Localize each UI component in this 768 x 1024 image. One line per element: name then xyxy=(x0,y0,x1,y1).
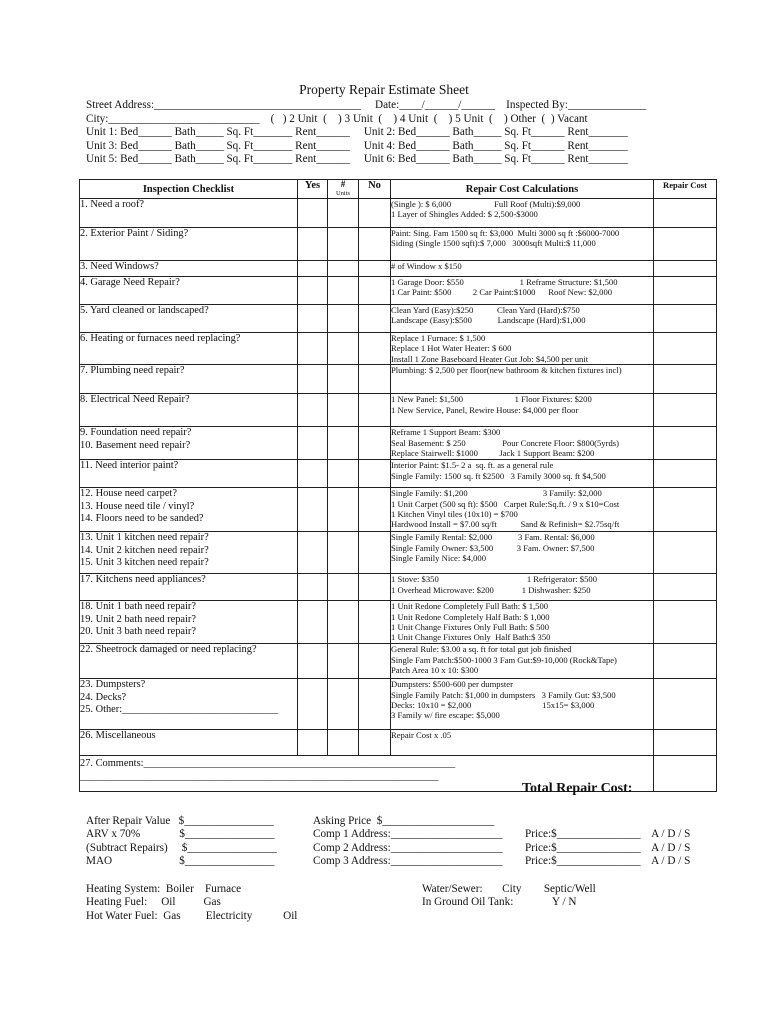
header-units-hash: # xyxy=(340,179,346,189)
units-box[interactable] xyxy=(328,488,359,532)
table-row xyxy=(80,228,717,261)
units-box[interactable] xyxy=(328,228,359,261)
repair-cost-box[interactable] xyxy=(654,532,717,574)
checklist-cell xyxy=(80,644,298,679)
calc-line: 1 Unit Redone Completely Half Bath: $ 1,000 xyxy=(391,611,550,622)
footer-right-line[interactable]: Price:$_______________ A / D / S xyxy=(525,828,691,841)
calc-line: Interior Paint: $1.5- 2 a sq. ft. as a general rule xyxy=(391,460,554,471)
checklist-item: 23. Dumpsters? xyxy=(80,679,146,691)
repair-cost-box[interactable] xyxy=(654,261,717,277)
calc-line: # of Window x $150 xyxy=(391,261,462,271)
no-box[interactable] xyxy=(359,365,391,394)
sys-right-line[interactable]: In Ground Oil Tank: Y / N xyxy=(422,896,577,909)
calc-cell xyxy=(391,488,654,532)
checklist-cell xyxy=(80,427,298,460)
checklist-cell xyxy=(80,199,298,228)
table-header-row xyxy=(80,180,717,199)
footer-left-line[interactable]: After Repair Value $________________ xyxy=(86,815,274,827)
checklist-cell xyxy=(80,574,298,601)
calc-cell xyxy=(391,532,654,574)
calc-cell xyxy=(391,261,654,277)
checklist-item: 7. Plumbing need repair? xyxy=(80,365,185,377)
calc-cell xyxy=(391,427,654,460)
units-box[interactable] xyxy=(328,427,359,460)
yes-box[interactable] xyxy=(298,365,328,394)
checklist-item: 12. House need carpet? xyxy=(80,488,177,500)
footer-left-line[interactable]: MAO $________________ xyxy=(86,855,275,868)
table-row xyxy=(80,574,717,601)
table-row xyxy=(80,305,717,333)
calc-line: Repair Cost x .05 xyxy=(391,730,452,741)
header-yes: Yes xyxy=(298,180,328,199)
footer-mid-line[interactable]: Asking Price $____________________ xyxy=(313,815,495,827)
units-box[interactable] xyxy=(328,730,359,756)
footer-comps xyxy=(313,815,503,869)
checklist-cell xyxy=(80,488,298,532)
calc-line: 1 Stove: $350 1 Refrigerator: $500 xyxy=(391,574,597,585)
checklist-item: 9. Foundation need repair? xyxy=(80,427,192,439)
no-box[interactable] xyxy=(359,644,391,679)
checklist-item: 13. House need tile / vinyl? xyxy=(80,500,195,512)
calc-line: Single Family: $1,200 3 Family: $2,000 xyxy=(391,488,602,499)
calc-line: 1 Unit Redone Completely Full Bath: $ 1,500 xyxy=(391,601,549,612)
yes-box[interactable] xyxy=(298,644,328,679)
footer-financials xyxy=(86,815,277,869)
calc-line: 1 Unit Carpet (500 sq ft): $500 Carpet Rule:Sq.ft. / 9 x $10=Cost xyxy=(391,498,620,509)
yes-box[interactable] xyxy=(298,427,328,460)
checklist-cell xyxy=(80,394,298,427)
yes-box[interactable] xyxy=(298,730,328,756)
checklist-item: 5. Yard cleaned or landscaped? xyxy=(80,305,209,316)
no-box[interactable] xyxy=(359,199,391,228)
yes-box[interactable] xyxy=(298,199,328,228)
checklist-item: 18. Unit 1 bath need repair? xyxy=(80,601,196,613)
no-box[interactable] xyxy=(359,228,391,261)
checklist-item: 17. Kitchens need appliances? xyxy=(80,574,206,586)
footer-prices xyxy=(525,815,690,869)
repair-cost-box[interactable] xyxy=(654,679,717,730)
calc-line: Single Family: 1500 sq. ft $2500 3 Family 3000 sq. ft $4,500 xyxy=(391,470,606,481)
calc-line: Decks: 10x10 = $2,000 15x15= $3,000 xyxy=(391,700,595,711)
yes-box[interactable] xyxy=(298,532,328,574)
no-box[interactable] xyxy=(359,460,391,488)
systems-left xyxy=(86,883,297,923)
calc-line: Clean Yard (Easy):$250 Clean Yard (Hard):$750 xyxy=(391,305,580,315)
calc-line: Reframe 1 Support Beam: $300 xyxy=(391,427,501,438)
repair-cost-box[interactable] xyxy=(654,574,717,601)
sys-left-line[interactable]: Heating Fuel: Oil Gas xyxy=(86,896,221,909)
footer-right-line[interactable] xyxy=(525,815,690,828)
repair-cost-box[interactable] xyxy=(654,333,717,365)
checklist-cell xyxy=(80,277,298,305)
calc-line: Siding (Single 1500 sqft):$ 7,000 3000sqft Multi:$ 11,000 xyxy=(391,238,596,249)
calc-line: 1 Garage Door: $550 1 Reframe Structure: $1,500 xyxy=(391,277,618,287)
table-row xyxy=(80,277,717,305)
checklist-item: 22. Sheetrock damaged or need replacing? xyxy=(80,644,257,656)
calc-line: Seal Basement: $ 250 Pour Concrete Floor: $800(5yrds) xyxy=(391,437,619,448)
calc-line: 1 Unit Change Fixtures Only Full Bath: $ 500 xyxy=(391,622,550,633)
no-box[interactable] xyxy=(359,277,391,305)
table-row xyxy=(80,488,717,532)
yes-box[interactable] xyxy=(298,460,328,488)
units-box[interactable] xyxy=(328,601,359,644)
yes-box[interactable] xyxy=(298,228,328,261)
calc-cell xyxy=(391,365,654,394)
calc-line: Paint: Sing. Fam 1500 sq ft: $3,000 Multi 3000 sq ft :$6000-7000 xyxy=(391,228,620,238)
footer-right-line[interactable]: Price:$_______________ A / D / S xyxy=(525,841,691,854)
calc-line: General Rule: $3.00 a sq. ft for total gut job finished xyxy=(391,644,572,655)
calc-line: Single Family Patch: $1,000 in dumpsters 3 Family Gut: $3,500 xyxy=(391,689,616,700)
total-repair-cost-label: Total Repair Cost: xyxy=(522,781,633,796)
table-row xyxy=(80,730,717,756)
calc-line: Install 1 Zone Baseboard Heater Gut Job: $4,500 per unit xyxy=(391,353,589,364)
calc-cell xyxy=(391,730,654,756)
calc-line: Single Family Nice: $4,000 xyxy=(391,553,487,564)
calc-cell xyxy=(391,644,654,679)
calc-line: Dumpsters: $500-600 per dumpster xyxy=(391,679,513,690)
calc-line: 1 Unit Change Fixtures Only Half Bath:$ 350 xyxy=(391,632,551,643)
table-row xyxy=(80,365,717,394)
repair-cost-box[interactable] xyxy=(654,365,717,394)
repair-cost-box[interactable] xyxy=(654,488,717,532)
calc-line: Single Family Rental: $2,000 3 Fam. Rental: $6,000 xyxy=(391,532,595,543)
no-box[interactable] xyxy=(359,427,391,460)
no-box[interactable] xyxy=(359,574,391,601)
yes-box[interactable] xyxy=(298,488,328,532)
checklist-item: 26. Miscellaneous xyxy=(80,730,156,742)
no-box[interactable] xyxy=(359,305,391,333)
calc-line: Landscape (Easy):$500 Landscape (Hard):$1,000 xyxy=(391,315,586,326)
no-box[interactable] xyxy=(359,679,391,730)
footer-mid-line[interactable]: Comp 2 Address:____________________ xyxy=(313,841,503,854)
units-box[interactable] xyxy=(328,460,359,488)
sys-left-line[interactable]: Heating System: Boiler Furnace xyxy=(86,883,242,895)
checklist-item: 25. Other:______________________________ xyxy=(80,704,278,716)
repair-cost-box[interactable] xyxy=(654,199,717,228)
table-row xyxy=(80,199,717,228)
checklist-item: 11. Need interior paint? xyxy=(80,460,179,472)
calc-line: 3 Family w/ fire escape: $5,000 xyxy=(391,710,500,721)
sys-left-line[interactable]: Hot Water Fuel: Gas Electricity Oil xyxy=(86,909,298,922)
header-line-5[interactable]: Unit 5: Bed______ Bath_____ Sq. Ft_______ Rent______ Unit 6: Bed______ Bath_____ Sq. Ft______ Rent_______ xyxy=(86,153,628,166)
checklist-item: 19. Unit 2 bath need repair? xyxy=(80,613,196,625)
repair-cost-box[interactable] xyxy=(654,644,717,679)
calc-line: 1 Layer of Shingles Added: $ 2,500-$3000 xyxy=(391,209,538,220)
yes-box[interactable] xyxy=(298,261,328,277)
total-cost-cell[interactable] xyxy=(654,756,717,792)
units-box[interactable] xyxy=(328,365,359,394)
units-box[interactable] xyxy=(328,679,359,730)
header-calc: Repair Cost Calculations xyxy=(391,180,654,199)
header-no: No xyxy=(359,180,391,199)
units-box[interactable] xyxy=(328,261,359,277)
repair-cost-box[interactable] xyxy=(654,228,717,261)
yes-box[interactable] xyxy=(298,601,328,644)
calc-cell xyxy=(391,277,654,305)
comments-label: 27. Comments:____________________________________________________________ xyxy=(80,758,456,770)
calc-cell xyxy=(391,305,654,333)
checklist-cell xyxy=(80,730,298,756)
checklist-item: 15. Unit 3 kitchen need repair? xyxy=(80,557,209,569)
checklist-cell xyxy=(80,679,298,730)
calc-cell xyxy=(391,199,654,228)
checklist-item: 14. Unit 2 kitchen need repair? xyxy=(80,544,209,556)
units-box[interactable] xyxy=(328,305,359,333)
header-line-1[interactable]: Street Address:_____________________________________ Date:____/______/______ Inspected By:______________ xyxy=(86,99,647,111)
header-cost: Repair Cost xyxy=(654,180,717,199)
systems-right xyxy=(422,883,596,910)
table-row xyxy=(80,601,717,644)
footer-right-line[interactable]: Price:$_______________ A / D / S xyxy=(525,855,691,868)
checklist-cell xyxy=(80,532,298,574)
inspection-table xyxy=(79,179,717,792)
checklist-item: 20. Unit 3 bath need repair? xyxy=(80,626,196,638)
calc-line: 1 New Panel: $1,500 1 Floor Fixtures: $200 xyxy=(391,394,592,405)
header-line-2[interactable]: City:___________________________ ( ) 2 Unit ( ) 3 Unit ( ) 4 Unit ( ) 5 Unit ( ) Other ( ) Vacant xyxy=(86,112,588,125)
table-row xyxy=(80,460,717,488)
calc-cell xyxy=(391,679,654,730)
calc-cell xyxy=(391,333,654,365)
checklist-item: 8. Electrical Need Repair? xyxy=(80,394,190,406)
table-row xyxy=(80,261,717,277)
repair-cost-box[interactable] xyxy=(654,601,717,644)
header-line-3[interactable]: Unit 1: Bed______ Bath_____ Sq. Ft_______ Rent______ Unit 2: Bed______ Bath_____ Sq. Ft______ Rent_______ xyxy=(86,126,628,139)
yes-box[interactable] xyxy=(298,305,328,333)
repair-cost-box[interactable] xyxy=(654,427,717,460)
footer-mid-line[interactable]: Comp 1 Address:____________________ xyxy=(313,828,503,841)
repair-cost-box[interactable] xyxy=(654,460,717,488)
checklist-item: 14. Floors need to be sanded? xyxy=(80,513,204,525)
calc-line: 1 New Service, Panel, Rewire House: $4,000 per floor xyxy=(391,404,579,415)
repair-cost-box[interactable] xyxy=(654,277,717,305)
page-title: Property Repair Estimate Sheet xyxy=(299,82,469,97)
units-box[interactable] xyxy=(328,199,359,228)
repair-cost-box[interactable] xyxy=(654,305,717,333)
yes-box[interactable] xyxy=(298,333,328,365)
yes-box[interactable] xyxy=(298,679,328,730)
repair-cost-box[interactable] xyxy=(654,730,717,756)
units-box[interactable] xyxy=(328,532,359,574)
checklist-cell xyxy=(80,601,298,644)
checklist-cell xyxy=(80,228,298,261)
table-row xyxy=(80,427,717,460)
calc-line: Replace 1 Furnace: $ 1,500 xyxy=(391,333,486,343)
units-box[interactable] xyxy=(328,394,359,427)
units-box[interactable] xyxy=(328,277,359,305)
checklist-cell xyxy=(80,305,298,333)
no-box[interactable] xyxy=(359,333,391,365)
calc-line: 1 Car Paint: $500 2 Car Paint:$1000 Roof New: $2,000 xyxy=(391,287,613,298)
checklist-item: 24. Decks? xyxy=(80,691,127,703)
calc-cell xyxy=(391,228,654,261)
yes-box[interactable] xyxy=(298,574,328,601)
calc-cell xyxy=(391,601,654,644)
no-box[interactable] xyxy=(359,261,391,277)
table-row xyxy=(80,333,717,365)
calc-cell xyxy=(391,574,654,601)
checklist-item: 2. Exterior Paint / Siding? xyxy=(80,228,189,239)
repair-cost-box[interactable] xyxy=(654,394,717,427)
table-row xyxy=(80,644,717,679)
header-units-sub: Units xyxy=(335,190,351,197)
checklist-item: 6. Heating or furnaces need replacing? xyxy=(80,333,241,344)
table-row xyxy=(80,532,717,574)
no-box[interactable] xyxy=(359,394,391,427)
comments-line2: _____________________________________________________________________ xyxy=(80,770,439,782)
header-line-4[interactable]: Unit 3: Bed______ Bath_____ Sq. Ft_______ Rent______ Unit 4: Bed______ Bath_____ Sq. Ft______ Rent_______ xyxy=(86,139,628,152)
header-units xyxy=(328,180,359,199)
calc-cell xyxy=(391,460,654,488)
calc-line: (Single ): $ 6,000 Full Roof (Multi):$9,000 xyxy=(391,199,581,209)
footer-left-line[interactable]: ARV x 70% $________________ xyxy=(86,828,275,841)
calc-cell xyxy=(391,394,654,427)
calc-line: Single Family Owner: $3,500 3 Fam. Owner: $7,500 xyxy=(391,542,595,553)
checklist-cell xyxy=(80,261,298,277)
calc-line: Plumbing: $ 2,500 per floor(new bathroom & kitchen fixtures incl) xyxy=(391,365,622,376)
units-box[interactable] xyxy=(328,574,359,601)
sys-right-line[interactable]: Water/Sewer: City Septic/Well xyxy=(422,883,596,895)
calc-line: Single Fam Patch:$500-1000 3 Fam Gut:$9-10,000 (Rock&Tape) xyxy=(391,654,617,665)
units-box[interactable] xyxy=(328,333,359,365)
table-row xyxy=(80,679,717,730)
calc-line: 1 Overhead Microwave: $200 1 Dishwasher: $250 xyxy=(391,584,591,595)
calc-line: Replace Stairwell: $1000 Jack 1 Support Beam: $200 xyxy=(391,448,595,459)
footer-mid-line[interactable]: Comp 3 Address:____________________ xyxy=(313,855,503,868)
no-box[interactable] xyxy=(359,730,391,756)
calc-line: 1 Kitchen Vinyl tiles (10x10) = $700 xyxy=(391,509,518,520)
units-box[interactable] xyxy=(328,644,359,679)
checklist-cell xyxy=(80,333,298,365)
checklist-item: 4. Garage Need Repair? xyxy=(80,277,180,288)
checklist-item: 13. Unit 1 kitchen need repair? xyxy=(80,532,209,544)
checklist-item: 3. Need Windows? xyxy=(80,261,159,272)
calc-line: Hardwood Install = $7.00 sq/ft Sand & Refinish= $2.75sq/ft xyxy=(391,519,620,530)
yes-box[interactable] xyxy=(298,277,328,305)
checklist-cell xyxy=(80,365,298,394)
yes-box[interactable] xyxy=(298,394,328,427)
footer-left-line[interactable]: (Subtract Repairs) $________________ xyxy=(86,841,277,854)
header-checklist: Inspection Checklist xyxy=(80,180,298,199)
no-box[interactable] xyxy=(359,532,391,574)
checklist-item: 1. Need a roof? xyxy=(80,199,145,210)
checklist-item: 10. Basement need repair? xyxy=(80,439,191,451)
table-row xyxy=(80,394,717,427)
calc-line: Replace 1 Hot Water Heater: $ 600 xyxy=(391,343,512,354)
checklist-cell xyxy=(80,460,298,488)
no-box[interactable] xyxy=(359,488,391,532)
no-box[interactable] xyxy=(359,601,391,644)
calc-line: Patch Area 10 x 10: $300 xyxy=(391,665,479,676)
